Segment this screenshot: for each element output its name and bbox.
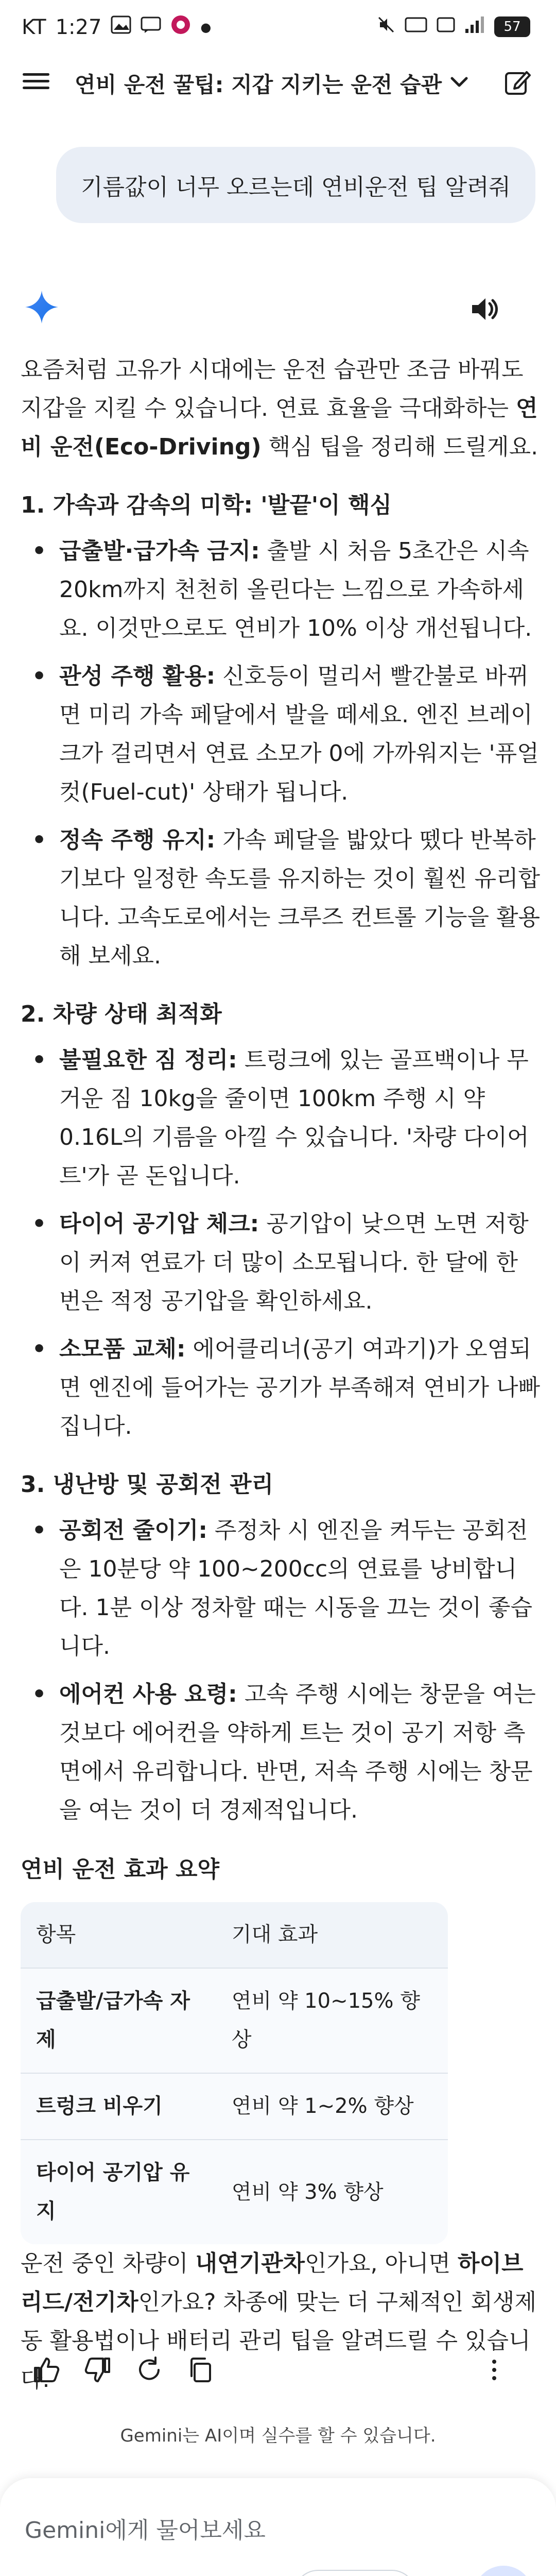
section-heading: 1. 가속과 감속의 미학: '발끝'이 핵심 [21,492,392,518]
bullet-list [21,532,541,975]
item-text: 주정차 시 엔진을 켜두는 공회전은 10분당 약 100~200cc의 연료를 낭비합니다. 1분 이상 정차할 때는 시동을 끄는 것이 좋습니다. [59,1517,532,1659]
intro-text: 요즘처럼 고유가 시대에는 운전 습관만 조금 바꿔도 지갑을 지킬 수 있습니다. 연료 효율을 극대화하는 [21,357,524,421]
list-item [21,657,541,811]
carrier: KT [22,15,46,39]
bullet-list [21,1041,541,1446]
speaker-icon[interactable] [466,291,502,327]
item-title: 소모품 교체: [59,1336,186,1362]
list-item [21,532,541,648]
bullet-list [21,1511,541,1829]
menu-icon[interactable] [21,69,51,96]
refresh-icon[interactable] [134,2354,165,2385]
5g-icon [437,17,455,37]
message-notification-icon [141,15,161,39]
item-title: 공회전 줄이기: [59,1517,207,1544]
table-cell: 연비 약 1~2% 향상 [216,2073,448,2140]
item-title: 에어컨 사용 요령: [59,1681,237,1707]
list-item [21,1330,541,1446]
table-header: 기대 효과 [231,1923,318,1946]
conversation-title[interactable]: 연비 운전 꿀팁: 지갑 지키는 운전 습관 [75,72,442,97]
section-heading: 2. 차량 상태 최적화 [21,1001,222,1027]
item-title: 불필요한 짐 정리: [59,1047,237,1073]
hd-voice-icon [405,17,427,37]
response-intro [21,350,541,466]
model-response [21,350,541,2399]
list-item [21,821,541,975]
table-row [21,2073,448,2140]
intro-text-end: 핵심 팁을 정리해 드릴게요. [261,434,538,460]
table-cell: 트렁크 비우기 [21,2073,216,2140]
prompt-input[interactable]: Gemini에게 물어보세요 [25,2517,266,2544]
image-notification-icon [111,15,131,39]
chevron-down-icon[interactable] [448,72,471,93]
status-left [22,14,211,40]
edit-icon[interactable] [502,67,533,98]
section-heading: 3. 냉난방 및 공회전 관리 [21,1471,274,1498]
table-header-row [21,1902,448,1968]
item-text: 신호등이 멀리서 빨간불로 바뀌면 미리 가속 페달에서 발을 떼세요. 엔진 브레이크가 걸리면서 연료 소모가 0에 가까워지는 '퓨얼 컷(Fuel-cut)' 상태가 됩니다. [59,663,539,805]
mute-icon [377,15,395,38]
list-item [21,1205,541,1320]
status-bar [0,0,556,57]
status-right [377,15,530,38]
summary-table [21,1902,448,2244]
item-title: 정속 주행 유지: [59,827,216,853]
app-notification-icon [170,14,191,40]
gemini-spark-icon [23,289,60,326]
list-item [21,1511,541,1666]
item-text: 고속 주행 시에는 창문을 여는 것보다 에어컨을 약하게 트는 것이 공기 저항 측면에서 유리합니다. 반면, 저속 주행 시에는 창문을 여는 것이 더 경제적입니다. [59,1681,536,1823]
item-title: 타이어 공기압 체크: [59,1211,259,1237]
closing-part: 인가요, 아니면 [305,2250,458,2277]
item-title: 급출발·급가속 금지: [59,538,260,564]
table-cell: 타이어 공기압 유지 [21,2140,216,2244]
table-cell: 연비 약 3% 향상 [216,2140,448,2244]
item-text: 가속 페달을 밟았다 뗐다 반복하기보다 일정한 속도를 유지하는 것이 훨씬 유리합니다. 고속도로에서는 크루즈 컨트롤 기능을 활용해 보세요. [59,827,540,969]
user-message: 기름값이 너무 오르는데 연비운전 팁 알려줘 [56,147,535,223]
thumbs-up-icon[interactable] [31,2354,62,2385]
closing-bold: 내연기관차 [195,2250,305,2277]
item-text: 트렁크에 있는 골프백이나 무거운 짐 10kg을 줄이면 100km 주행 시 약 0.16L의 기름을 아낄 수 있습니다. '차량 다이어트'가 곧 돈입니다. [59,1047,529,1189]
closing-bold: 하이브리드/전기차 [21,2250,524,2315]
model-selector-button[interactable] [293,2570,416,2576]
time: 1:27 [55,15,102,39]
item-text: 출발 시 처음 5초간은 시속 20km까지 천천히 올린다는 느낌으로 가속하세요. 이것만으로도 연비가 10% 이상 개선됩니다. [59,538,532,641]
table-header: 항목 [36,1923,76,1946]
item-text: 공기압이 낮으면 노면 저항이 커져 연료가 더 많이 소모됩니다. 한 달에 한 번은 적정 공기압을 확인하세요. [59,1211,529,1314]
closing-part: 운전 중인 차량이 [21,2250,196,2277]
notification-dot-icon: ● [200,20,212,35]
closing-part: 인가요? 차종에 맞는 더 구체적인 회생제동 활용법이나 배터리 관리 팁을 알려드릴 수 있습니다. [21,2289,536,2393]
disclaimer: Gemini는 AI이며 실수를 할 수 있습니다. [120,2426,436,2446]
table-title: 연비 운전 효과 요약 [21,1856,219,1883]
table-cell: 연비 약 10~15% 향상 [216,1968,448,2073]
thumbs-down-icon[interactable] [82,2354,113,2385]
battery-indicator: 57 [494,16,530,37]
item-text: 에어클리너(공기 여과기)가 오염되면 엔진에 들어가는 공기가 부족해져 연비가 나빠집니다. [59,1336,540,1439]
more-vert-icon[interactable] [479,2354,510,2385]
input-area [0,2478,556,2576]
live-icon[interactable] [474,2566,533,2576]
list-item [21,1041,541,1195]
item-title: 관성 주행 활용: [59,663,216,689]
table-row [21,1968,448,2073]
response-actions [31,2354,525,2391]
intro-bold: 연비 운전(Eco-Driving) [21,395,538,460]
table-cell: 급출발/급가속 자제 [21,1968,216,2073]
list-item [21,1675,541,1829]
signal-icon [464,15,485,38]
copy-icon[interactable] [185,2354,216,2385]
top-app-bar [0,57,556,108]
table-row [21,2140,448,2244]
